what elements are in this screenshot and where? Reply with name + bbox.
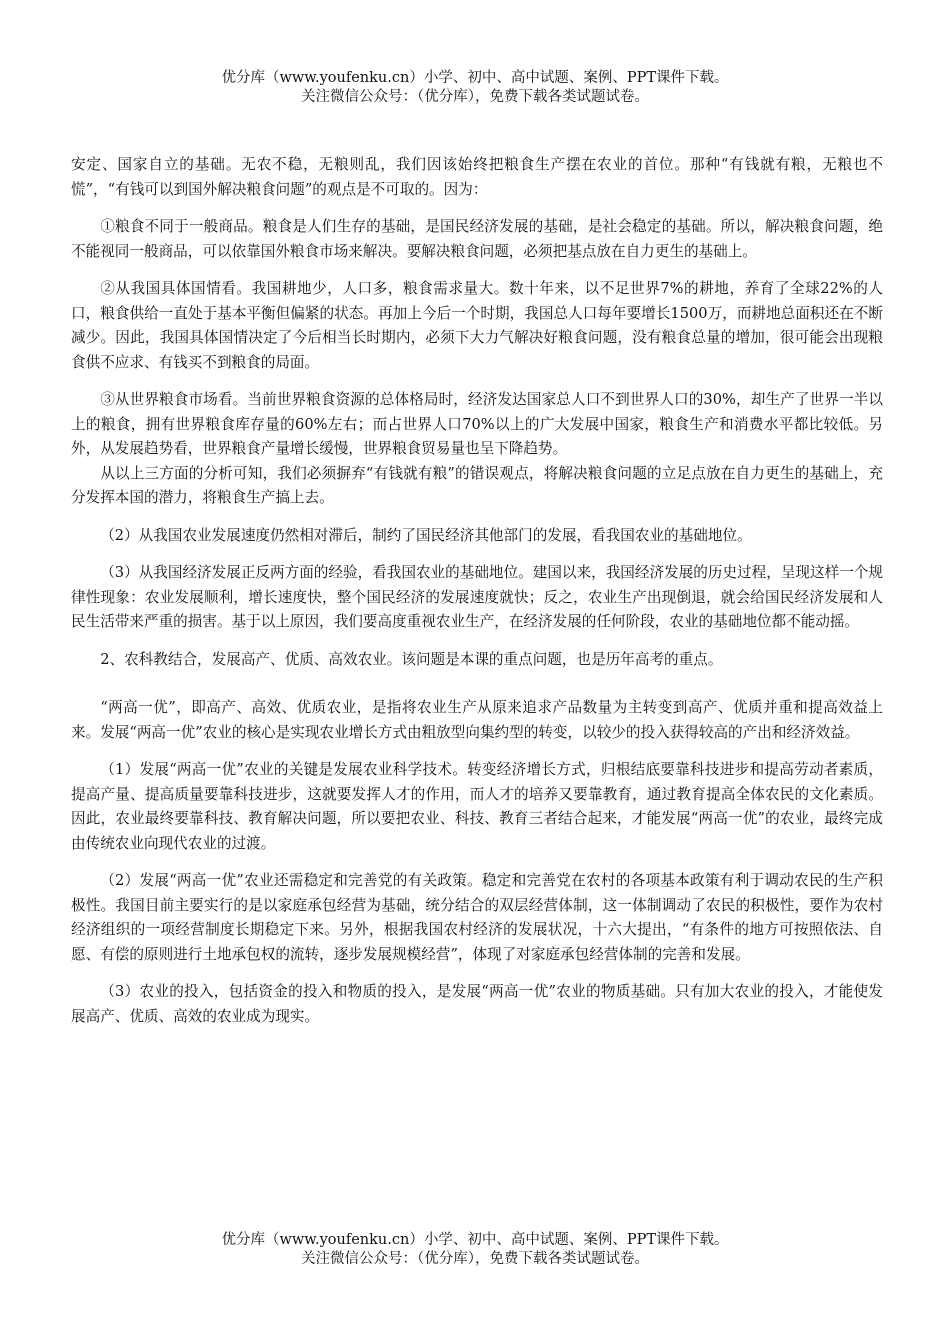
paragraph: （2）发展“两高一优”农业还需稳定和完善党的有关政策。稳定和完善党在农村的各项基本政策有利于调动农民的生产积极性。我国目前主要实行的是以家庭承包经营为基础，统分结合的双层经营体制，这一体制调动了农民的积极性，要作为农村经济组织的一项经营制度长期稳定下来。另外，根据我国农村经济的发展状况，十六大提出，“有条件的地方可按照依法、自愿、有偿的原则进行土地承包权的流转，逐步发展规模经营”，体现了对家庭承包经营体制的完善和发展。 (71, 872, 883, 963)
header-line-1: 优分库（www.youfenku.cn）小学、初中、高中试题、案例、PPT课件下载。 (221, 70, 729, 86)
page-footer (0, 1231, 950, 1269)
paragraph: ①粮食不同于一般商品。粮食是人们生存的基础，是国民经济发展的基础，是社会稳定的基础。所以，解决粮食问题，绝不能视同一般商品，可以依靠国外粮食市场来解决。要解决粮食问题，必须把基点放在自力更生的基础上。 (71, 218, 883, 260)
footer-line-2: 关注微信公众号：（优分库），免费下载各类试题试卷。 (301, 1251, 649, 1267)
page-header (0, 69, 950, 107)
paragraph: “两高一优”，即高产、高效、优质农业，是指将农业生产从原来追求产品数量为主转变到高产、优质并重和提高效益上来。发展“两高一优”农业的核心是实现农业增长方式由粗放型向集约型的转变，以较少的投入获得较高的产出和经济效益。 (71, 699, 883, 741)
paragraph: 从以上三方面的分析可知，我们必须摒弃“有钱就有粮”的错误观点，将解决粮食问题的立足点放在自力更生的基础上，充分发挥本国的潜力，将粮食生产搞上去。 (71, 464, 883, 506)
paragraph: （2）从我国农业发展速度仍然相对滞后，制约了国民经济其他部门的发展，看我国农业的基础地位。 (100, 526, 752, 544)
paragraph: （1）发展“两高一优”农业的关键是发展农业科学技术。转变经济增长方式，归根结底要靠科技进步和提高劳动者素质，提高产量、提高质量要靠科技进步，这就要发挥人才的作用，而人才的培养又要靠教育，通过教育提高全体农民的文化素质。因此，农业最终要靠科技、教育解决问题，所以要把农业、科技、教育三者结合起来，才能发展“两高一优”的农业，最终完成由传统农业向现代农业的过渡。 (71, 761, 883, 852)
paragraph: ②从我国具体国情看。我国耕地少，人口多，粮食需求量大。数十年来，以不足世界7%的耕地，养育了全球22%的人口，粮食供给一直处于基本平衡但偏紧的状态。再加上今后一个时期，我国总人口每年要增长1500万，而耕地总面积还在不断减少。因此，我国具体国情决定了今后相当长时期内，必须下大力气解决好粮食问题，没有粮食总量的增加，很可能会出现粮食供不应求、有钱买不到粮食的局面。 (71, 280, 883, 371)
header-line-2: 关注微信公众号：（优分库），免费下载各类试题试卷。 (301, 89, 649, 105)
paragraph: 安定、国家自立的基础。无农不稳，无粮则乱，我们因该始终把粮食生产摆在农业的首位。那种“有钱就有粮，无粮也不慌”，“有钱可以到国外解决粮食问题”的观点是不可取的。因为： (71, 156, 883, 198)
paragraph: （3）从我国经济发展正反两方面的经验，看我国农业的基础地位。建国以来，我国经济发展的历史过程，呈现这样一个规律性现象：农业发展顺利，增长速度快，整个国民经济的发展速度就快；反之，农业生产出现倒退，就会给国民经济发展和人民生活带来严重的损害。基于以上原因，我们要高度重视农业生产，在经济发展的任何阶段，农业的基础地位都不能动摇。 (71, 564, 883, 630)
paragraph: 2、农科教结合，发展高产、优质、高效农业。该问题是本课的重点问题，也是历年高考的重点。 (100, 650, 723, 668)
paragraph: ③从世界粮食市场看。当前世界粮食资源的总体格局时，经济发达国家总人口不到世界人口的30%，却生产了世界一半以上的粮食，拥有世界粮食库存量的60%左右；而占世界人口70%以上的广大发展中国家，粮食生产和消费水平都比较低。另外，从发展趋势看，世界粮食产量增长缓慢，世界粮食贸易量也呈下降趋势。 (71, 391, 883, 457)
paragraph: （3）农业的投入，包括资金的投入和物质的投入，是发展“两高一优”农业的物质基础。只有加大农业的投入，才能使发展高产、优质、高效的农业成为现实。 (71, 983, 883, 1025)
document-body (71, 153, 883, 1029)
footer-line-1: 优分库（www.youfenku.cn）小学、初中、高中试题、案例、PPT课件下载。 (221, 1232, 729, 1248)
